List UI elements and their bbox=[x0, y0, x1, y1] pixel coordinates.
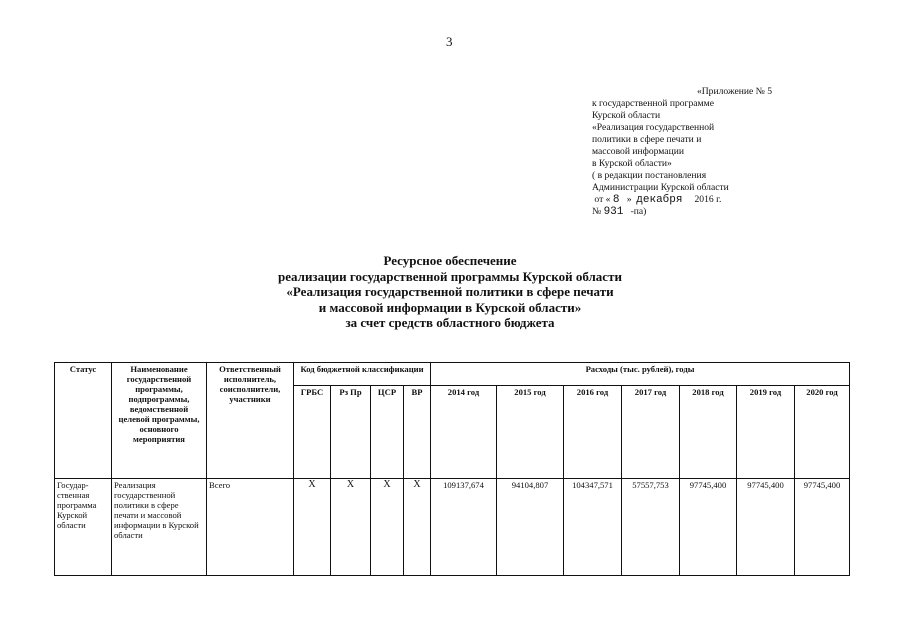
appendix-line: Администрации Курской области bbox=[592, 182, 729, 193]
cell-executor: Всего bbox=[207, 479, 294, 576]
header-year-2020: 2020 год bbox=[795, 386, 850, 479]
appendix-line: «Реализация государственной bbox=[592, 122, 715, 133]
header-year-2019: 2019 год bbox=[737, 386, 795, 479]
date-day: 8 bbox=[612, 194, 620, 206]
header-grbs: ГРБС bbox=[294, 386, 331, 479]
appendix-line: к государственной программе bbox=[592, 98, 714, 109]
header-name: Наименование государственной программы, подпрограммы, ведомственной целевой программы, основного мероприятия bbox=[112, 363, 207, 479]
cell-vr: Х bbox=[404, 479, 431, 576]
number-prefix: № bbox=[592, 206, 602, 217]
appendix-line: в Курской области» bbox=[592, 158, 672, 169]
header-year-2018: 2018 год bbox=[680, 386, 737, 479]
appendix-date-line bbox=[592, 194, 792, 206]
title-line: и массовой информации в Курской области» bbox=[318, 299, 582, 315]
header-year-2015: 2015 год bbox=[497, 386, 564, 479]
appendix-number-line bbox=[592, 206, 792, 218]
cell-status: Государ-ственная программа Курской области bbox=[55, 479, 112, 576]
number-value: 931 bbox=[603, 206, 624, 218]
document-title bbox=[150, 253, 750, 331]
appendix-line: политики в сфере печати и bbox=[592, 134, 702, 145]
appendix-line: ( в редакции постановления bbox=[592, 170, 707, 181]
cell-2018: 97745,400 bbox=[680, 479, 737, 576]
cell-2020: 97745,400 bbox=[795, 479, 850, 576]
resource-table-wrapper bbox=[54, 362, 850, 576]
header-expenses: Расходы (тыс. рублей), годы bbox=[431, 363, 850, 386]
header-status: Статус bbox=[55, 363, 112, 479]
cell-2015: 94104,807 bbox=[497, 479, 564, 576]
header-vr: ВР bbox=[404, 386, 431, 479]
header-year-2014: 2014 год bbox=[431, 386, 497, 479]
appendix-line: массовой информации bbox=[592, 146, 684, 157]
cell-rzpr: Х bbox=[331, 479, 371, 576]
appendix-line: Курской области bbox=[592, 110, 661, 121]
title-line: «Реализация государственной политики в сфере печати bbox=[286, 284, 614, 299]
appendix-block bbox=[592, 86, 792, 218]
table-row bbox=[55, 479, 850, 576]
cell-2017: 57557,753 bbox=[622, 479, 680, 576]
header-year-2016: 2016 год bbox=[564, 386, 622, 479]
cell-2016: 104347,571 bbox=[564, 479, 622, 576]
title-line: Ресурсное обеспечение bbox=[383, 253, 517, 268]
resource-table bbox=[54, 362, 850, 576]
page-number: 3 bbox=[446, 34, 453, 49]
date-year: 2016 г. bbox=[694, 194, 722, 205]
header-year-2017: 2017 год bbox=[622, 386, 680, 479]
cell-name: Реализация государственной политики в сфере печати и массовой информации в Курской области bbox=[112, 479, 207, 576]
header-executor: Ответственный исполнитель, соисполнители, участники bbox=[207, 363, 294, 479]
cell-2014: 109137,674 bbox=[431, 479, 497, 576]
cell-grbs: Х bbox=[294, 479, 331, 576]
date-mid: » bbox=[626, 194, 632, 205]
header-rzpr: Рз Пр bbox=[331, 386, 371, 479]
date-prefix: от « bbox=[594, 194, 611, 205]
appendix-line: «Приложение № 5 bbox=[696, 86, 772, 97]
cell-csr: Х bbox=[371, 479, 404, 576]
number-suffix: -па) bbox=[630, 206, 647, 217]
cell-2019: 97745,400 bbox=[737, 479, 795, 576]
header-csr: ЦСР bbox=[371, 386, 404, 479]
title-line: за счет средств областного бюджета bbox=[345, 315, 555, 330]
header-budget-code: Код бюджетной классификации bbox=[294, 363, 431, 386]
date-month: декабря bbox=[636, 194, 683, 206]
title-line: реализации государственной программы Курской области bbox=[278, 268, 622, 284]
